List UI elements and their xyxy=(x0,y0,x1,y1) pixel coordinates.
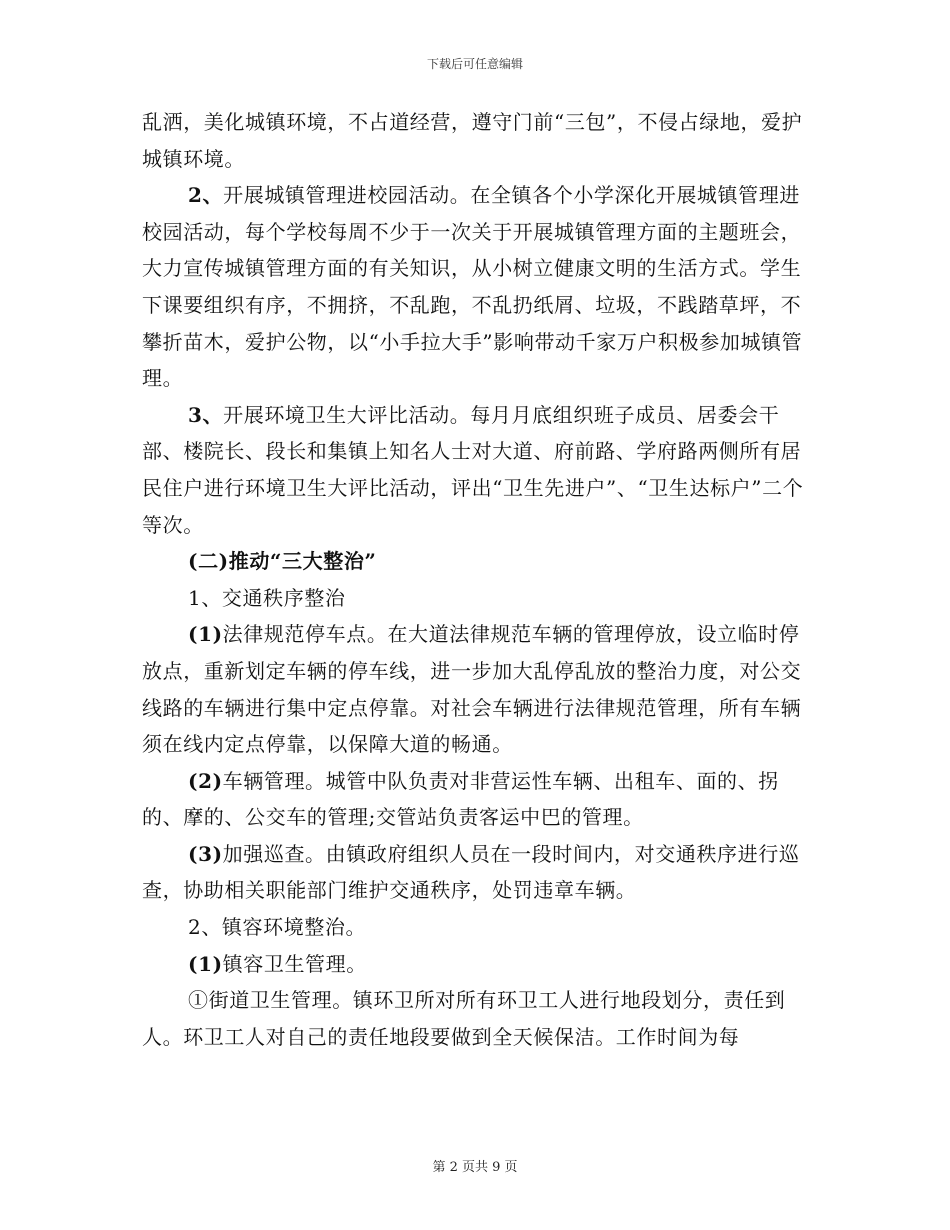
page-header: 下载后可任意编辑 xyxy=(426,57,523,71)
paragraph-parking xyxy=(142,616,810,762)
paragraph-text: 开展环境卫生大评比活动。每月月底组织班子成员、居委会干部、楼院长、段长和集镇上知名人士对大道、府前路、学府路两侧所有居民住户进行环境卫生大评比活动，评出“卫生先进户”、“卫生达标户”二个等次。 xyxy=(142,402,804,537)
paragraph-continuation xyxy=(142,104,810,177)
item-number: (1) xyxy=(188,951,223,976)
paragraph-text: 1、交通秩序整治 xyxy=(188,585,346,610)
paragraph-street xyxy=(142,982,810,1055)
item-number: (2) xyxy=(188,768,223,793)
paragraph-text: 加强巡查。由镇政府组织人员在一段时间内，对交通秩序进行巡查，协助相关职能部门维护交通秩序，处罚违章车辆。 xyxy=(142,841,800,903)
paragraph-text: 法律规范停车点。在大道法律规范车辆的管理停放，设立临时停放点，重新划定车辆的停车线，进一步加大乱停乱放的整治力度，对公交线路的车辆进行集中定点停靠。对社会车辆进行法律规范管理，所有车辆须在线内定点停靠，以保障大道的畅通。 xyxy=(142,622,802,757)
document-body xyxy=(142,104,810,1055)
paragraph-text: 开展城镇管理进校园活动。在全镇各个小学深化开展城镇管理进校园活动，每个学校每周不少于一次关于开展城镇管理方面的主题班会，大力宣传城镇管理方面的有关知识，从小树立健康文明的生活方式。学生下课要组织有序，不拥挤，不乱跑，不乱扔纸屑、垃圾，不践踏草坪，不攀折苗木，爱护公物，以“小手拉大手”影响带动千家万户积极参加城镇管理。 xyxy=(142,183,803,391)
paragraph-text: 镇容卫生管理。 xyxy=(222,951,367,976)
paragraph-item-3 xyxy=(142,397,810,543)
paragraph-vehicle xyxy=(142,763,810,836)
item-number: 3、 xyxy=(188,402,224,427)
paragraph-text: 车辆管理。城管中队负责对非营运性车辆、出租车、面的、拐的、摩的、公交车的管理;交管站负责客运中巴的管理。 xyxy=(142,768,779,830)
paragraph-text: 乱洒，美化城镇环境，不占道经营，遵守门前“三包”，不侵占绿地，爱护城镇环境。 xyxy=(142,110,803,171)
paragraph-item-2 xyxy=(142,177,810,397)
section-heading xyxy=(142,543,810,580)
item-number: 2、 xyxy=(188,183,224,208)
paragraph-patrol xyxy=(142,836,810,909)
paragraph-text: 2、镇容环境整治。 xyxy=(188,915,367,940)
item-number: (3) xyxy=(188,841,223,866)
paragraph-sanitation xyxy=(142,946,810,983)
item-number: (1) xyxy=(188,622,223,647)
subheading-environment xyxy=(142,909,810,946)
subheading-traffic xyxy=(142,580,810,617)
page-footer: 第 2 页共 9 页 xyxy=(432,1160,518,1175)
paragraph-text: ①街道卫生管理。镇环卫所对所有环卫工人进行地段划分，责任到人。环卫工人对自己的责任地段要做到全天候保洁。工作时间为每 xyxy=(142,988,786,1049)
section-title: (二)推动“三大整治” xyxy=(188,549,377,574)
